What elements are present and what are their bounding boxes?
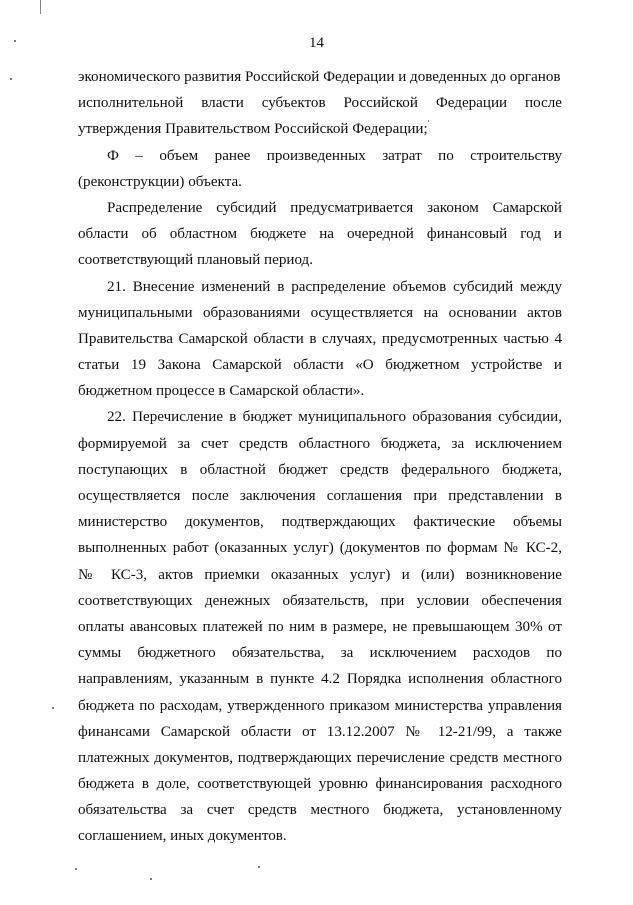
text-line: суммы бюджетного обязательства, за исключением расходов по — [78, 645, 562, 662]
text-line: Распределение субсидий предусматривается законом Самарской — [107, 199, 562, 216]
text-line: исполнительной власти субъектов Российской Федерации после — [78, 95, 562, 112]
text-line: Ф – объем ранее произведенных затрат по строительству — [107, 147, 562, 164]
scan-speck — [428, 120, 429, 122]
text-line: соответствующий плановый период. — [78, 252, 314, 269]
scan-speck — [10, 78, 12, 80]
text-line: министерство документов, подтверждающих фактические объемы — [78, 514, 562, 531]
text-line: выполненных работ (оказанных услуг) (документов по формам № КС-2, — [78, 540, 562, 557]
text-line: бюджетном процессе в Самарской области». — [78, 383, 365, 400]
text-line: направлениям, указанным в пункте 4.2 Порядка исполнения областного — [78, 671, 562, 688]
page-number: 14 — [309, 35, 324, 51]
text-line: области об областном бюджете на очередной финансовый год и — [78, 226, 562, 243]
text-line: формируемой за счет средств областного бюджета, за исключением — [78, 435, 562, 452]
text-line: 22. Перечисление в бюджет муниципального образования субсидии, — [107, 409, 562, 426]
text-line: бюджета в доле, соответствующей уровню финансирования расходного — [78, 776, 562, 793]
text-line: (реконструкции) объекта. — [78, 173, 242, 190]
scan-speck — [258, 866, 260, 868]
scan-edge-mark — [40, 0, 41, 14]
scan-speck — [14, 40, 16, 42]
scan-speck — [52, 707, 54, 709]
text-line: оплаты авансовых платежей по ним в размере, не превышающем 30% от — [78, 618, 562, 635]
text-line: осуществляется после заключения соглашения при представлении в — [78, 488, 562, 504]
scan-speck — [75, 868, 77, 870]
text-line: 21. Внесение изменений в распределение объемов субсидий между — [107, 278, 562, 295]
text-line: № КС-3, актов приемки оказанных услуг) и (или) возникновение — [78, 566, 562, 583]
scan-speck — [150, 878, 152, 880]
text-line: платежных документов, подтверждающих перечисление средств местного — [78, 749, 562, 766]
text-line: Правительства Самарской области в случаях, предусмотренных частью 4 — [78, 330, 562, 347]
text-line: бюджета по расходам, утвержденного приказом министерства управления — [78, 697, 562, 714]
text-line: обязательства за счет средств местного бюджета, установленному — [78, 802, 562, 819]
document-body — [78, 64, 562, 850]
text-line: утверждения Правительством Российской Федерации; — [78, 121, 428, 138]
text-line: поступающих в областной бюджет средств федерального бюджета, — [78, 461, 562, 478]
text-line: соглашением, иных документов. — [78, 828, 287, 845]
text-line: статьи 19 Закона Самарской области «О бюджетном устройстве и — [78, 357, 562, 374]
text-line: соответствующих денежных обязательств, при условии обеспечения — [78, 592, 562, 609]
text-line: финансами Самарской области от 13.12.2007 № 12-21/99, а также — [78, 723, 562, 740]
text-line: муниципальными образованиями осуществляется на основании актов — [78, 304, 562, 321]
text-line: экономического развития Российской Федерации и доведенных до органов — [78, 69, 561, 85]
